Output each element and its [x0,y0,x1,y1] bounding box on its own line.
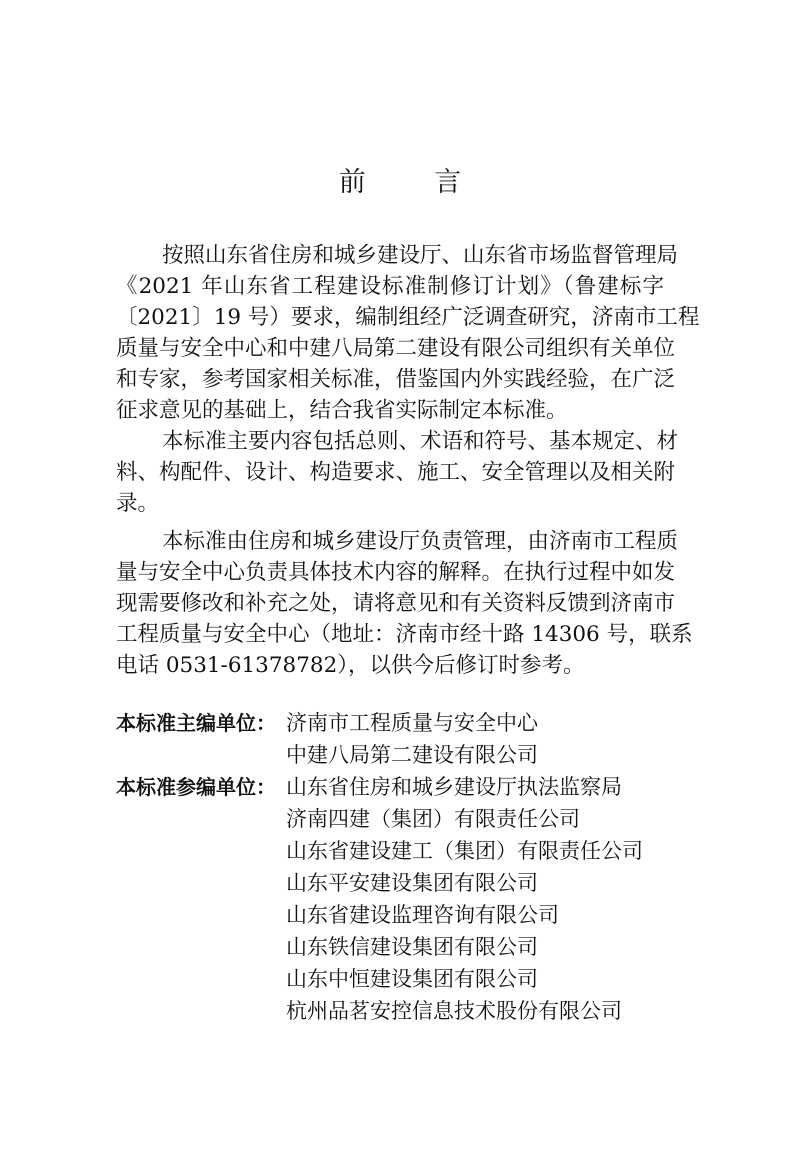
unit-name: 中建八局第二建设有限公司 [286,743,538,767]
unit-name: 山东省建设建工（集团）有限责任公司 [286,839,643,863]
unit-name: 山东平安建设集团有限公司 [286,871,538,895]
unit-name: 山东省住房和城乡建设厅执法监察局 [286,775,622,799]
text-line: 本标准由住房和城乡建设厅负责管理，由济南市工程质 [162,529,679,554]
text-line: 本标准主要内容包括总则、术语和符号、基本规定、材 [162,429,679,454]
unit-name: 山东省建设监理咨询有限公司 [286,903,559,927]
text-line: 按照山东省住房和城乡建设厅、山东省市场监督管理局 [162,243,679,268]
text-line: 电话 0531-61378782），以供今后修订时参考。 [116,653,585,678]
text-line: 征求意见的基础上，结合我省实际制定本标准。 [116,398,568,423]
unit-name: 山东铁信建设集团有限公司 [286,935,538,959]
participant-label: 本标准参编单位： [116,775,276,799]
text-line: 料、构配件、设计、构造要求、施工、安全管理以及相关附 [116,460,676,485]
unit-name: 山东中恒建设集团有限公司 [286,967,538,991]
unit-name: 杭州品茗安控信息技术股份有限公司 [286,999,622,1023]
text-line: 录。 [116,491,160,516]
text-line: 质量与安全中心和中建八局第二建设有限公司组织有关单位 [116,336,676,361]
chief-editor-label: 本标准主编单位： [116,711,276,735]
text-line: 工程质量与安全中心（地址：济南市经十路 14306 号，联系 [116,622,693,647]
unit-name: 济南四建（集团）有限责任公司 [286,807,580,831]
text-line: 和专家，参考国家相关标准，借鉴国内外实践经验，在广泛 [116,367,676,392]
text-line: 现需要修改和补充之处，请将意见和有关资料反馈到济南市 [116,591,676,616]
text-line: 量与安全中心负责具体技术内容的解释。在执行过程中如发 [116,560,676,585]
text-line: 〔2021〕19 号）要求，编制组经广泛调查研究，济南市工程 [116,305,700,330]
page-title: 前 言 [338,167,492,198]
unit-name: 济南市工程质量与安全中心 [286,711,538,735]
text-line: 《2021 年山东省工程建设标准制修订计划》（鲁建标字 [116,274,664,299]
